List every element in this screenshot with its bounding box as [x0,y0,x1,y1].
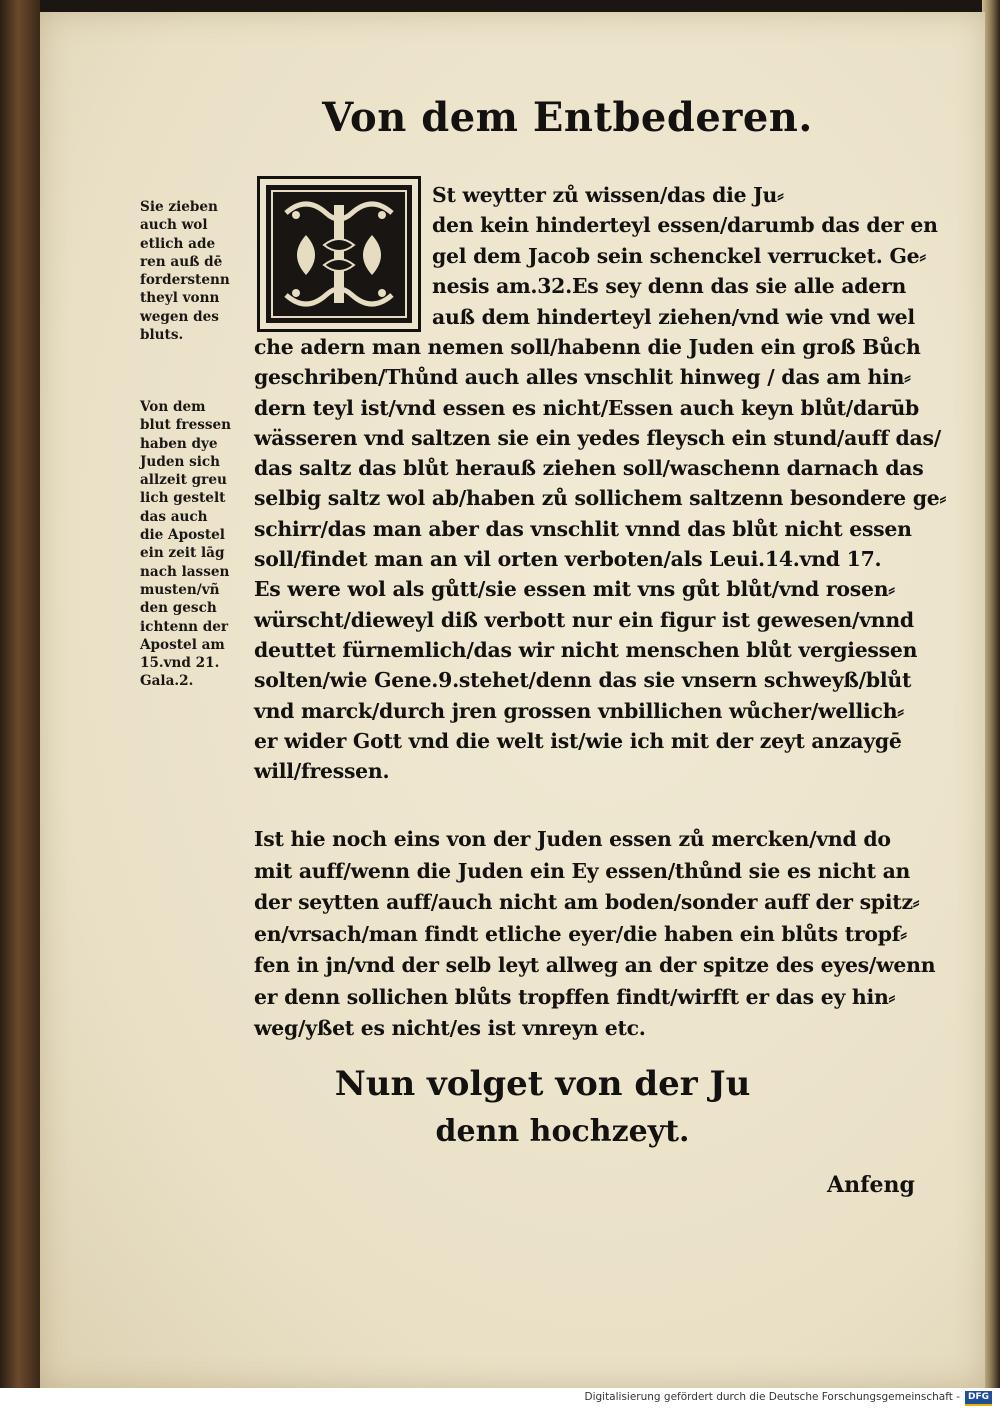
text-line: che adern man nemen soll/habenn die Juden ein groß Bůch [254,335,921,359]
text-line: er denn sollichen blůts tropffen findt/wirfft er das ey hin⸗ [254,984,896,1009]
marginal-note-2 [140,398,236,691]
marginal-note-line: etlich ade [140,235,216,252]
marginal-note-line: musten/vñ [140,581,220,598]
marginal-note-line: forderstenn [140,272,230,289]
marginal-note-line: Sie zieben [140,199,218,215]
text-line: schirr/das man aber das vnschlit vnnd das blůt nicht essen [254,516,912,541]
text-line: gel dem Jacob sein schenckel verrucket. Ge⸗ [432,243,926,268]
marginal-note-line: Gala.2. [140,673,194,690]
marginal-note-line: bluts. [140,327,184,344]
text-line: dern teyl ist/vnd essen es nicht/Essen auch keyn blůt/darūb [254,395,920,420]
text-line: weg/yßet es nicht/es ist vnreyn etc. [254,1016,646,1040]
marginal-note-line: haben dye [140,435,218,452]
text-line: wässeren vnd saltzen sie ein yedes fleysch ein stund/auff das/ [254,425,941,450]
text-line: er wider Gott vnd die welt ist/wie ich mit der zeyt anzaygē [254,728,902,753]
marginal-note-line: Von dem [140,399,206,415]
text-line: will/fressen. [254,759,390,784]
marginal-note-line: Juden sich [140,453,221,470]
text-line: Ist hie noch eins von der Juden essen zů mercken/vnd do [254,827,891,851]
text-line: St weytter zů wissen/das die Ju⸗ [432,183,784,207]
text-line: Es were wol als gůtt/sie essen mit vns gůt blůt/vnd rosen⸗ [254,577,895,602]
marginal-note-line: ein zeit lāg [140,545,225,562]
marginal-note-line: theyl vonn [140,290,220,307]
page-title: Von dem Entbederen. [322,94,813,141]
text-line: den kein hinderteyl essen/darumb das der en [432,213,938,238]
text-line: auß dem hinderteyl ziehen/vnd wie vnd wel [432,304,915,329]
marginal-note-line: die Apostel [140,527,225,544]
text-line: selbig saltz wol ab/haben zů sollichem saltzenn besondere ge⸗ [254,486,947,511]
marginal-note-line: auch wol [140,217,208,234]
text-line: würscht/dieweyl diß verbott nur ein figur ist gewesen/vnnd [254,607,914,632]
paragraph-2 [254,824,935,1045]
text-line: geschriben/Thůnd auch alles vnschlit hinweg / das am hin⸗ [254,365,911,390]
text-line: soll/findet man an vil orten verboten/als Leui.14.vnd 17. [254,547,882,572]
text-line: en/vrsach/man findt etliche eyer/die haben ein blůts tropf⸗ [254,921,907,946]
marginal-note-line: allzeit greu [140,472,227,489]
text-line: deuttet fürnemlich/das wir nicht menschen blůt vergiessen [254,637,918,662]
ornament-icon [266,185,412,323]
marginal-note-line: blut fressen [140,417,232,434]
marginal-note-line: das auch [140,508,208,525]
text-line: fen in jn/vnd der selb leyt allweg an der spitze des eyes/wenn [254,953,936,977]
marginal-note-line: den gesch [140,600,217,617]
dfg-logo-icon: DFG [965,1391,992,1404]
marginal-note-line: lich gestelt [140,490,226,507]
marginal-note-line: ichtenn der [140,618,229,635]
book-spine-edge [0,0,40,1388]
paragraph-1-beside-initial [432,180,938,332]
text-line: solten/wie Gene.9.stehet/denn das sie vnsern schweyß/blůt [254,668,912,693]
marginal-note-line: wegen des [140,308,219,325]
text-line: nesis am.32.Es sey denn das sie alle adern [432,274,907,299]
marginal-note-line: ren auß dē [140,253,223,270]
book-page [40,12,985,1388]
marginal-note-1 [140,198,236,344]
funding-credit: Digitalisierung gefördert durch die Deutsche Forschungsgemeinschaft - [584,1391,960,1403]
paragraph-1-body [254,332,946,786]
text-line: vnd marck/durch jren grossen vnbillichen wůcher/wellich⸗ [254,698,904,723]
section-heading-line-2: denn hochzeyt. [435,1114,690,1149]
decorated-initial-e [257,176,421,332]
section-heading-line-1: Nun volget von der Ju [334,1064,751,1104]
text-line: der seytten auff/auch nicht am boden/sonder auff der spitz⸗ [254,890,920,914]
text-line: das saltz das blůt herauß ziehen soll/waschenn darnach das [254,456,924,481]
digitization-footer [0,1388,1000,1408]
catchword: Anfeng [827,1172,915,1198]
marginal-note-line: 15.vnd 21. [140,655,220,672]
marginal-note-line: Apostel am [140,636,225,653]
marginal-note-line: nach lassen [140,563,230,580]
text-line: mit auff/wenn die Juden ein Ey essen/thůnd sie es nicht an [254,858,911,883]
